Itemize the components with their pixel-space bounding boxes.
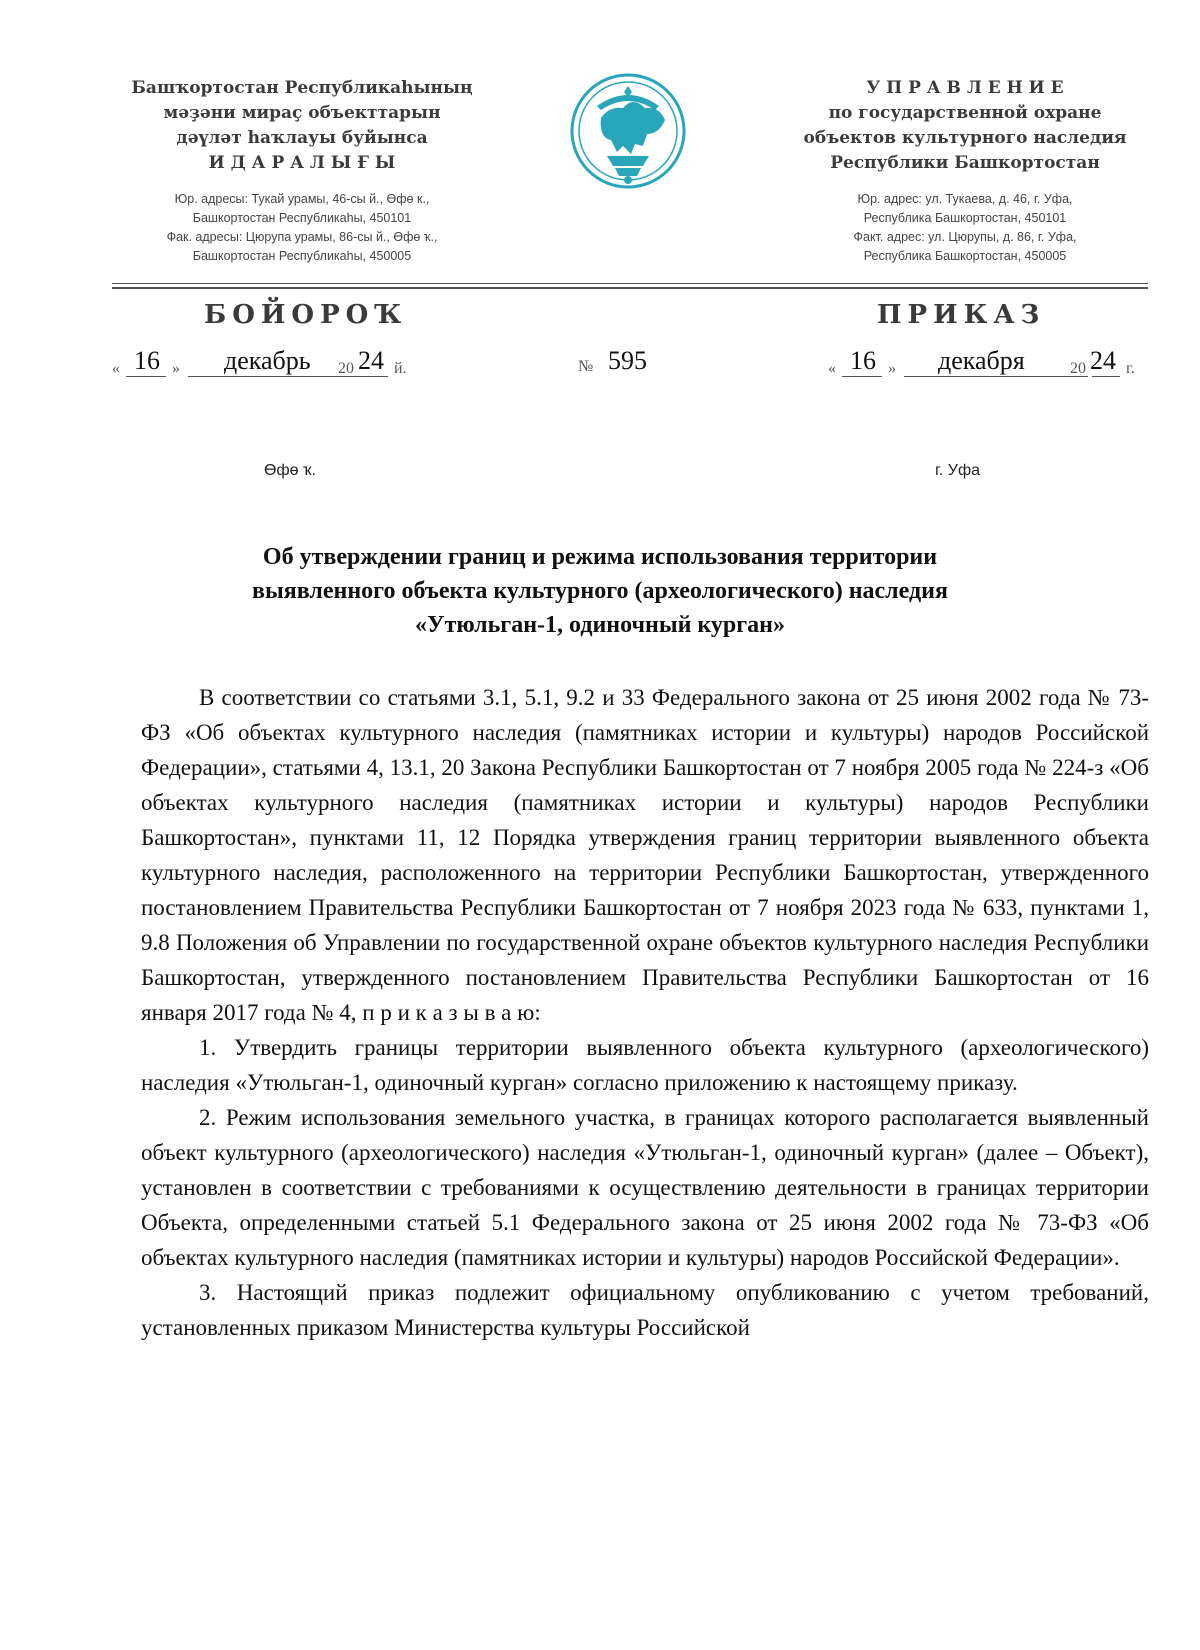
date-left-day: 16 (134, 346, 160, 375)
header-right-line-3: объектов культурного наследия (803, 128, 1127, 148)
doc-type-right: ПРИКАЗ (877, 300, 1046, 330)
date-left (112, 346, 432, 382)
city-left: Өфө ҡ. (264, 462, 316, 479)
document-title (130, 540, 1070, 642)
date-left-year-suffix: 24 (358, 346, 384, 375)
date-right-open-quote: « (828, 360, 836, 377)
header-left-address-line-1: Юр. адресы: Тукай урамы, 46-сы й., Өфө к., (174, 192, 430, 206)
doc-type-left: БОЙОРОҠ (204, 300, 408, 330)
header-left-address-line-3: Фак. адресы: Цюрупа урамы, 86-сы й., Өфө ҡ., (166, 230, 438, 244)
date-left-unit: й. (394, 360, 407, 377)
date-right-unit: г. (1126, 360, 1135, 377)
republic-emblem-icon (567, 68, 689, 198)
header-right-block (775, 76, 1155, 266)
header-divider-thick (112, 287, 1148, 289)
date-left-month: декабрь (224, 346, 311, 375)
body-paragraph-item-1: 1. Утвердить границы территории выявленного объекта культурного (археологического) наследия «Утюльган-1, одиночный курган» согласно приложению к настоящему приказу. (141, 1035, 1149, 1095)
header-divider-thin (112, 283, 1148, 284)
header-right-line-2: по государственной охране (828, 103, 1102, 123)
header-right-address-line-3: Факт. адрес: ул. Цюрупы, д. 86, г. Уфа, (853, 230, 1077, 244)
header-left-line-1: Башҡортостан Республикаһының (131, 78, 473, 98)
document-title-line-1: Об утверждении границ и режима использования территории (262, 544, 938, 570)
date-right (828, 346, 1148, 382)
document-title-line-2: выявленного объекта культурного (археологического) наследия (252, 578, 948, 604)
header-right-address-line-4: Республика Башкортостан, 450005 (863, 249, 1067, 263)
header-left-line-4: И Д А Р А Л Ы Ғ Ы (208, 153, 396, 173)
body-paragraph-item-3: 3. Настоящий приказ подлежит официальному опубликованию с учетом требований, установленных приказом Министерства культуры Российской (141, 1280, 1149, 1340)
date-right-month: декабря (938, 346, 1025, 375)
header-left-block (112, 76, 492, 266)
city-right: г. Уфа (935, 462, 980, 479)
date-left-close-quote: » (172, 360, 180, 377)
body-paragraph-item-2: 2. Режим использования земельного участка, в границах которого располагается выявленный объект культурного (археологического) наследия «Утюльган-1, одиночный курган» (далее – Объект), установлен в соответствии с требованиями к осуществлению деятельности в границах территории Объекта, определенными статьей 5.1 Федерального закона от 25 июня 2002 года № 73-ФЗ «Об объектах культурного наследия (памятниках истории и культуры) народов Российской Федерации». (141, 1105, 1149, 1270)
header-right-line-4: Республики Башкортостан (830, 153, 1100, 173)
date-left-year-prefix: 20 (338, 360, 354, 377)
date-right-day: 16 (850, 346, 876, 375)
date-right-year-prefix: 20 (1070, 360, 1086, 377)
order-number-value: 595 (608, 346, 647, 375)
date-right-year-suffix: 24 (1090, 346, 1116, 375)
header-left-line-2: мәҙәни мираҫ объекттарын (163, 103, 441, 123)
order-number-sign: № (578, 358, 594, 375)
date-right-close-quote: » (888, 360, 896, 377)
date-left-open-quote: « (112, 360, 120, 377)
document-title-line-3: «Утюльган-1, одиночный курган» (415, 612, 785, 638)
header-left-line-3: дәүләт һаҡлауы буйынса (176, 128, 428, 148)
header-left-address (112, 190, 492, 266)
body-paragraph-preamble: В соответствии со статьями 3.1, 5.1, 9.2 и 33 Федерального закона от 25 июня 2002 года № 73-ФЗ «Об объектах культурного наследия (памятниках истории и культуры) народов Российской Федерации», статьями 4, 13.1, 20 Закона Республики Башкортостан от 7 ноября 2005 года № 224-з «Об объектах культурного наследия (памятниках истории и культуры) народов Республики Башкортостан», пунктами 11, 12 Порядка утверждения границ территории выявленного объекта культурного наследия, расположенного на территории Республики Башкортостан, утвержденного постановлением Правительства Республики Башкортостан от 7 ноября 2023 года № 633, пунктами 1, 9.8 Положения об Управлении по государственной охране объектов культурного наследия Республики Башкортостан, утвержденного постановлением Правительства Республики Башкортостан от 16 января 2017 года № 4, п р и к а з ы в а ю: (141, 685, 1149, 1025)
header-right-line-1: У П Р А В Л Е Н И Е (866, 78, 1064, 98)
header-right-address-line-2: Республика Башкортостан, 450101 (863, 211, 1067, 225)
header-left-address-line-2: Башкортостан Республикаhы, 450101 (192, 211, 412, 225)
document-body (141, 680, 1149, 1345)
header-left-address-line-4: Башкортостан Республикаhы, 450005 (192, 249, 412, 263)
header-right-address-line-1: Юр. адрес: ул. Тукаева, д. 46, г. Уфа, (857, 192, 1073, 206)
header-right-address (775, 190, 1155, 266)
